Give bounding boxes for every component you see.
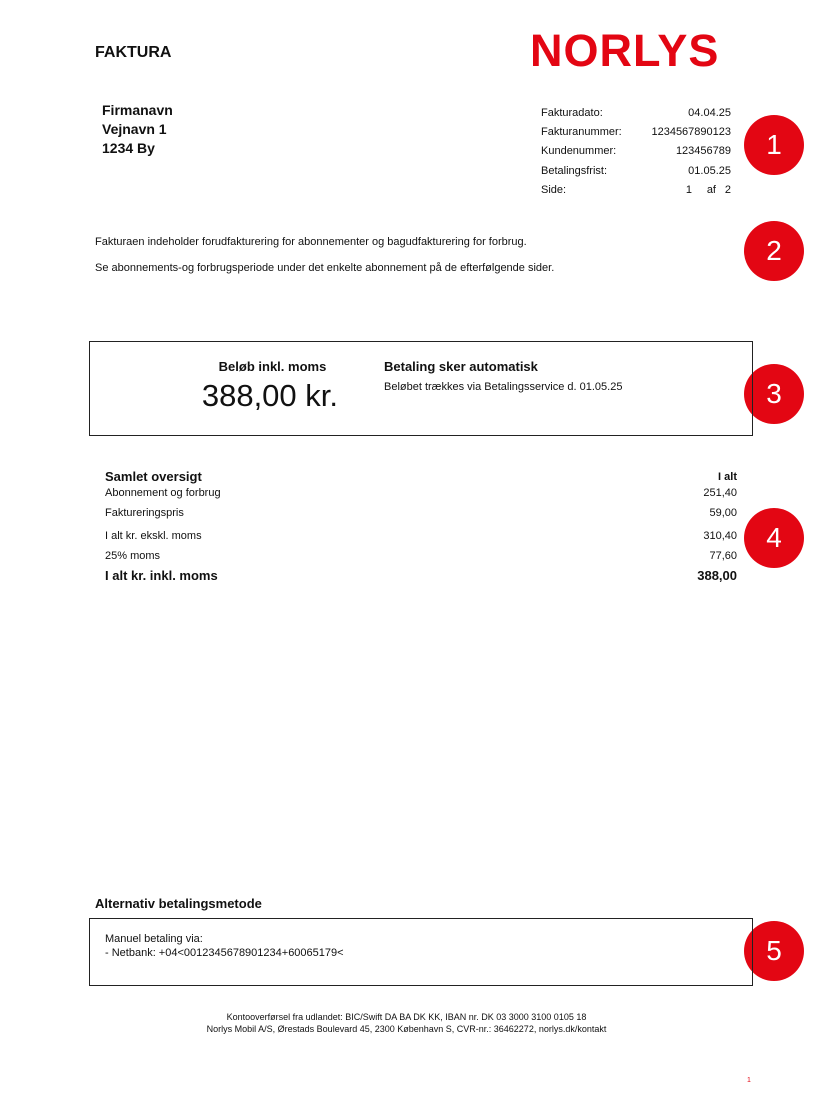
note-line: Se abonnements-og forbrugsperiode under det enkelte abonnement på de efterfølgende sider. [95, 262, 555, 274]
summary-total-row [105, 567, 737, 585]
page-number: 1 [747, 1077, 751, 1084]
recipient-company: Firmanavn [102, 102, 173, 118]
alt-line: Manuel betaling via: [105, 933, 203, 945]
footer [0, 1011, 813, 1035]
alternative-payment-text [105, 932, 344, 960]
summary-title: Samlet oversigt [105, 469, 202, 484]
summary-total-value: 388,00 [697, 568, 737, 583]
invoice-meta [541, 104, 731, 200]
footer-line: Norlys Mobil A/S, Ørestads Boulevard 45, 2300 København S, CVR-nr.: 36462272, norlys.dk/kontakt [206, 1024, 607, 1034]
summary-value: 77,60 [709, 550, 737, 562]
meta-row-page [541, 181, 731, 200]
invoice-title: FAKTURA [95, 44, 172, 61]
marker-badge-5: 5 [744, 921, 804, 981]
summary-column-header: I alt [718, 471, 737, 483]
recipient-street: Vejnavn 1 [102, 121, 167, 137]
summary-label: Faktureringspris [105, 507, 184, 519]
page-total: 2 [724, 183, 731, 196]
marker-badge-4: 4 [744, 508, 804, 568]
invoice-notes [95, 236, 554, 275]
marker-badge-3: 3 [744, 364, 804, 424]
page-current: 1 [685, 183, 692, 196]
payment-method-title: Betaling sker automatisk [384, 359, 538, 374]
meta-row-invoice-date [541, 104, 731, 123]
meta-value: 123456789 [675, 145, 731, 158]
alt-line: - Netbank: +04<0012345678901234+60065179< [105, 947, 344, 959]
marker-badge-2: 2 [744, 221, 804, 281]
summary-row [105, 486, 737, 506]
amount-value: 388,00 kr. [201, 378, 338, 413]
summary-label: Abonnement og forbrug [105, 487, 221, 499]
meta-row-customer-number [541, 142, 731, 161]
alternative-payment-title: Alternativ betalingsmetode [95, 896, 262, 911]
meta-value: 04.04.25 [688, 107, 731, 119]
page-indicator [682, 181, 731, 200]
alternative-payment-box [89, 918, 753, 986]
summary-label: I alt kr. ekskl. moms [105, 530, 202, 542]
footer-line: Kontooverførsel fra udlandet: BIC/Swift DA BA DK KK, IBAN nr. DK 03 3000 3100 0105 18 [226, 1012, 587, 1022]
summary-total-label: I alt kr. inkl. moms [105, 568, 218, 583]
meta-label: Fakturanummer: [541, 126, 622, 139]
meta-label: Side: [541, 183, 567, 196]
summary-value: 310,40 [703, 530, 737, 542]
meta-row-due-date [541, 162, 731, 181]
summary-header [105, 468, 737, 486]
note-line: Fakturaen indeholder forudfakturering for abonnementer og bagudfakturering for forbrug. [95, 236, 527, 248]
summary-table [105, 468, 737, 585]
meta-row-invoice-number [541, 123, 731, 142]
summary-value: 251,40 [703, 487, 737, 499]
norlys-logo: NORLYS [530, 25, 720, 76]
payment-box [89, 341, 753, 436]
meta-label: Betalingsfrist: [541, 164, 608, 177]
meta-value: 01.05.25 [688, 164, 731, 177]
meta-value: 1234567890123 [651, 126, 731, 139]
meta-label: Kundenummer: [541, 145, 617, 158]
summary-row [105, 506, 737, 529]
meta-label: Fakturadato: [541, 107, 603, 119]
amount-label: Beløb inkl. moms [218, 359, 327, 374]
payment-method-text: Beløbet trækkes via Betalingsservice d. 01.05.25 [384, 381, 623, 393]
recipient-address [102, 101, 173, 158]
marker-badge-1: 1 [744, 115, 804, 175]
summary-row [105, 549, 737, 567]
page-of: af [706, 183, 716, 196]
summary-row [105, 529, 737, 549]
summary-value: 59,00 [709, 507, 737, 519]
summary-label: 25% moms [105, 550, 161, 562]
recipient-city: 1234 By [102, 140, 155, 156]
